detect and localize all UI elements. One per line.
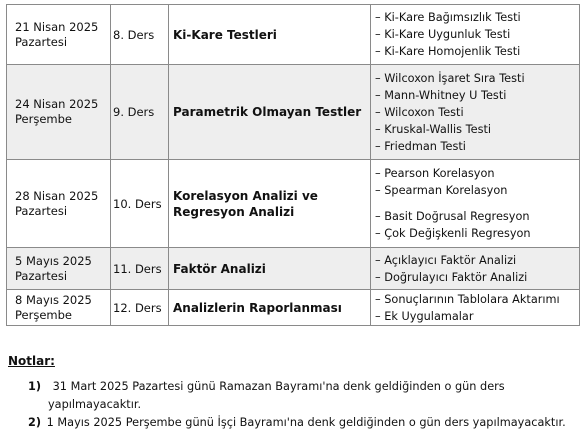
date-text: 21 Nisan 2025 [15,19,99,34]
date-cell [7,290,111,326]
subtopic-item: – Wilcoxon Testi [375,104,579,121]
subtopic-item: – Mann-Whitney U Testi [375,87,579,104]
lesson-number: 9. Ders [111,65,169,160]
schedule-table [6,4,580,326]
date-cell [7,160,111,248]
date-cell [7,248,111,290]
day-text: Pazartesi [15,203,68,218]
topic-title: Analizlerin Raporlanması [169,290,371,326]
topic-title: Parametrik Olmayan Testler [169,65,371,160]
schedule-row [7,290,580,326]
subtopic-item: – Çok Değişkenli Regresyon [375,225,579,242]
topic-title [169,160,371,248]
subtopic-item: – Pearson Korelasyon [375,165,579,182]
note-text: 31 Mart 2025 Pazartesi günü Ramazan Bayramı'na denk geldiğinden o gün ders [52,380,505,393]
notes-title: Notlar: [8,354,55,368]
day-text: Pazartesi [15,34,68,49]
lesson-number: 11. Ders [111,248,169,290]
topic-title: Faktör Analizi [169,248,371,290]
date-cell [7,5,111,65]
subtopic-item: – Wilcoxon İşaret Sıra Testi [375,70,579,87]
note-text: 1 Mayıs 2025 Perşembe günü İşçi Bayramı'na denk geldiğinden o gün ders yapılmayacaktır. [46,416,566,429]
subtopics-cell [371,290,580,326]
lesson-number: 8. Ders [111,5,169,65]
topic-line: Korelasyon Analizi ve [173,188,318,203]
note-number: 1) [28,380,42,393]
schedule-row [7,5,580,65]
lesson-number: 12. Ders [111,290,169,326]
day-text: Pazartesi [15,268,68,283]
subtopic-item: – Ek Uygulamalar [375,308,579,325]
subtopic-item: – Doğrulayıcı Faktör Analizi [375,269,579,286]
subtopic-item: – Kruskal-Wallis Testi [375,121,579,138]
note-item [28,414,566,431]
subtopics-cell [371,65,580,160]
schedule-row [7,160,580,248]
note-item [28,378,505,395]
note-number: 2) [28,416,42,429]
schedule-row [7,248,580,290]
subtopic-item: – Sonuçlarının Tablolara Aktarımı [375,291,579,308]
topic-title: Ki-Kare Testleri [169,5,371,65]
subtopic-item: – Friedman Testi [375,138,579,155]
note-item-continuation: yapılmayacaktır. [48,398,142,411]
subtopic-item: – Ki-Kare Bağımsızlık Testi [375,9,579,26]
lesson-number: 10. Ders [111,160,169,248]
date-cell [7,65,111,160]
notes-section [8,354,55,368]
schedule-row [7,65,580,160]
date-text: 8 Mayıs 2025 [15,292,92,307]
subtopic-item: – Ki-Kare Homojenlik Testi [375,43,579,60]
subtopic-item: – Açıklayıcı Faktör Analizi [375,252,579,269]
subtopic-item: – Basit Doğrusal Regresyon [375,208,579,225]
date-text: 5 Mayıs 2025 [15,253,92,268]
day-text: Perşembe [15,112,72,126]
subtopics-cell [371,248,580,290]
subtopics-cell [371,5,580,65]
subtopic-item: – Ki-Kare Uygunluk Testi [375,26,579,43]
date-text: 24 Nisan 2025 [15,97,99,111]
subtopic-item: – Spearman Korelasyon [375,182,579,199]
topic-line: Regresyon Analizi [173,204,295,219]
day-text: Perşembe [15,307,72,322]
subtopics-cell [371,160,580,248]
date-text: 28 Nisan 2025 [15,188,99,203]
